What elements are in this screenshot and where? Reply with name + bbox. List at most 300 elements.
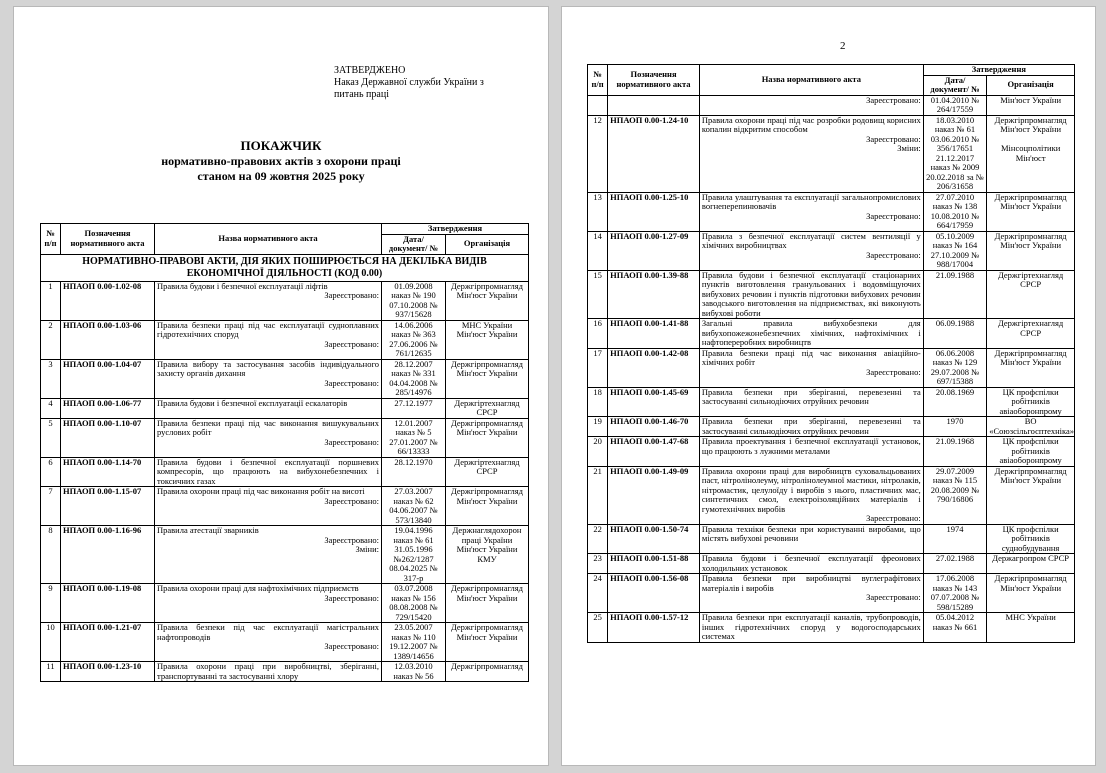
approval-org <box>446 662 529 682</box>
approval-date-value: 14.06.2006 наказ № 363 <box>391 320 436 339</box>
row-number: 19 <box>588 417 608 437</box>
registration-org: Мін'юст України <box>1000 475 1062 485</box>
approval-org-value: Держгірпромнагляд <box>450 622 523 632</box>
act-name-value: Правила техніки безпеки при користуванні виробами, що містять вибухові речовини <box>701 524 921 543</box>
header-code: Позначення нормативного акта <box>61 224 155 255</box>
registration-label: Зареєстровано: <box>324 534 379 545</box>
act-code: НПАОП 0.00-1.24-10 <box>608 115 700 192</box>
registration-org: Мін'юст України <box>1000 201 1062 211</box>
approval-date <box>382 487 446 526</box>
approval-org <box>987 387 1075 417</box>
approval-date-value: 27.12.1977 <box>394 398 433 408</box>
header-approval: Затвердження <box>923 65 1074 76</box>
act-name-value: Правила безпеки при зберіганні, перевезенні та застосуванні сильнодіючих отруйних речовин <box>701 387 921 406</box>
header-org: Організація <box>446 234 529 254</box>
approval-org-value: Держгірпромнагляд <box>994 573 1067 583</box>
acts-table-page-2 <box>587 64 1075 643</box>
act-name-value: Правила безпеки при виробництві вуглеграфітових матеріалів і виробів <box>701 573 921 593</box>
approval-date-value: 19.04.1996 наказ № 61 <box>393 525 434 545</box>
approval-date <box>923 613 987 643</box>
approval-org <box>987 613 1075 643</box>
approval-date-value: 21.09.1968 <box>935 436 975 446</box>
registration-org: Мін'юст України <box>1000 582 1062 593</box>
document-heading <box>14 138 548 184</box>
registration-date: 27.10.2009 № 988/17004 <box>930 249 980 269</box>
approval-org <box>987 437 1075 467</box>
act-code: НПАОП 0.00-1.23-10 <box>61 662 155 682</box>
acts-table-page-1 <box>40 223 529 682</box>
act-code: НПАОП 0.00-1.10-07 <box>61 418 155 457</box>
act-name <box>699 270 923 319</box>
approval-org <box>987 192 1075 231</box>
approval-stamp <box>334 65 524 101</box>
approval-org <box>987 348 1075 387</box>
registration-date: 04.04.2008 № 285/14976 <box>389 377 438 397</box>
approval-org-value: Держгірпромнагляд <box>450 281 523 291</box>
registration-org: Мін'юст України <box>456 329 518 339</box>
act-name-value: Правила охорони праці для нафтохімічних підприємств <box>157 583 359 593</box>
act-name-value: Правила будови і безпечної експлуатації стаціонарних пунктів виготовлення гранульованих і водовміщуючих вибухових речовин і пунктів підготовки вибухових речовин заводського виготовлення на підприємствах, які виконують вибухові роботи <box>701 270 921 318</box>
approval-date <box>923 554 987 574</box>
act-name <box>699 231 923 270</box>
document-subtitle-1: нормативно-правових актів з охорони праці <box>161 154 401 168</box>
approval-org <box>987 466 1075 524</box>
approval-org <box>446 320 529 359</box>
table-row <box>588 319 1075 349</box>
act-name <box>155 359 382 398</box>
row-number: 15 <box>588 270 608 319</box>
registration-label: Зареєстровано: <box>324 377 379 388</box>
registration-label: Зареєстровано: <box>324 592 379 603</box>
act-name <box>155 584 382 623</box>
act-code: НПАОП 0.00-1.27-09 <box>608 231 700 270</box>
table-row <box>41 359 529 398</box>
act-code: НПАОП 0.00-1.56-08 <box>608 574 700 613</box>
approval-date <box>923 387 987 417</box>
approval-line-2: питань праці <box>334 89 389 100</box>
approval-org <box>987 115 1075 192</box>
act-code: НПАОП 0.00-1.04-07 <box>61 359 155 398</box>
approval-date-value: 28.12.2007 наказ № 331 <box>391 359 436 378</box>
row-number: 22 <box>588 524 608 554</box>
approval-date <box>382 320 446 359</box>
approval-date-value: 12.01.2007 наказ № 5 <box>394 418 433 437</box>
approval-date <box>382 359 446 398</box>
row-number: 24 <box>588 574 608 613</box>
act-code: НПАОП 0.00-1.14-70 <box>61 457 155 487</box>
carryover-org: Мін'юст України <box>987 95 1075 115</box>
act-code: НПАОП 0.00-1.21-07 <box>61 623 155 662</box>
act-name <box>699 417 923 437</box>
header-code: Позначення нормативного акта <box>608 65 700 96</box>
approval-org <box>446 418 529 457</box>
approval-date-value: 27.03.2007 наказ № 62 <box>393 486 434 506</box>
registration-label: Зареєстровано: <box>324 495 379 506</box>
carryover-date: 01.04.2010 № 264/17559 <box>923 95 987 115</box>
registration-org: Мін'юст <box>1015 152 1046 163</box>
row-number: 12 <box>588 115 608 192</box>
approval-org-value: Держгіртехнагляд СРСР <box>997 318 1064 338</box>
table-row <box>588 270 1075 319</box>
registration-date: 20.02.2018 за № 206/31658 <box>926 171 984 191</box>
approval-date <box>923 319 987 349</box>
table-row <box>588 613 1075 643</box>
approval-org-value: Держгірпромнагляд Мін'юст України <box>994 115 1067 134</box>
act-name <box>699 574 923 613</box>
approval-date-value: 1974 <box>946 524 964 534</box>
approval-org-value: Держгіртехнагляд СРСР <box>454 457 520 476</box>
row-number: 2 <box>41 320 61 359</box>
table-row <box>41 398 529 418</box>
registration-org: Мін'юст України <box>456 368 518 378</box>
act-name-value: Загальні правила вибухобезпеки для вибухопожежонебезпечних хімічних, нафтохімічних і нафтопереробних виробництв <box>701 318 921 347</box>
document-title: ПОКАЖЧИК <box>240 138 322 153</box>
act-name <box>699 348 923 387</box>
document-page-2 <box>561 6 1096 766</box>
header-date: Дата/ документ/ № <box>923 75 987 95</box>
table-row <box>41 457 529 487</box>
registration-label: Зміни: <box>355 544 379 554</box>
approval-date-value: 06.06.2008 наказ № 129 <box>932 348 978 367</box>
registration-org: Мінсоцполітики <box>1000 143 1061 153</box>
approval-org-value: Держгірпромнагляд <box>994 348 1067 358</box>
registration-org: Мін'юст України <box>456 592 518 603</box>
act-name <box>699 524 923 554</box>
approval-org-value: Держнаглядохорон праці України <box>452 525 522 545</box>
act-name-value: Правила охорони праці при виробництві, зберіганні, транспортуванні та застосуванні хлору <box>157 661 379 681</box>
registration-label: Зареєстровано: <box>866 210 921 221</box>
approval-org <box>446 623 529 662</box>
act-name-value: Правила безпеки при експлуатації каналів, трубопроводів, інших гідротехнічних споруд у водогосподарських системах <box>701 612 921 641</box>
approval-org-value: Держгірпромнагляд <box>450 583 523 593</box>
approval-date-value: 12.03.2010 наказ № 56 <box>393 661 434 681</box>
act-name-value: Правила охорони праці під час розробки родовищ корисних копалин відкритим способом <box>701 115 921 134</box>
act-name <box>155 457 382 487</box>
table-row <box>588 437 1075 467</box>
act-name-value: Правила безпеки під час експлуатації магістральних нафтопроводів <box>157 622 379 642</box>
approval-date-value: 21.09.1988 <box>935 270 975 280</box>
registration-date: 27.06.2006 № 761/12635 <box>389 338 438 358</box>
approval-org-value: МНС України <box>461 320 513 330</box>
registration-org: Мін'юст України <box>1000 240 1062 250</box>
registration-org: Мін'юст України <box>1000 357 1062 367</box>
approval-date-value: 28.12.1970 <box>394 457 433 467</box>
approval-org-value: Держгірпромнагляд <box>994 466 1067 476</box>
approval-date <box>382 584 446 623</box>
approval-date <box>382 281 446 320</box>
approval-org <box>446 359 529 398</box>
act-code: НПАОП 0.00-1.16-96 <box>61 526 155 584</box>
row-number: 4 <box>41 398 61 418</box>
approval-org-value: ЦК профспілки робітників авіаоборонпрому <box>999 387 1062 416</box>
approval-line-1: Наказ Державної служби України з <box>334 77 484 88</box>
act-code: НПАОП 0.00-1.45-69 <box>608 387 700 417</box>
approval-date <box>382 418 446 457</box>
approval-org <box>987 270 1075 319</box>
approval-date-value: 01.09.2008 наказ № 190 <box>391 281 436 300</box>
act-name-value: Правила безпеки праці під час експлуатації судноплавних гідротехнічних споруд <box>157 320 379 339</box>
row-number: 20 <box>588 437 608 467</box>
act-code: НПАОП 0.00-1.47-68 <box>608 437 700 467</box>
approval-org <box>987 524 1075 554</box>
act-name-value: Правила безпеки праці під час виконання авіаційно-хімічних робіт <box>701 348 921 367</box>
approval-org <box>446 526 529 584</box>
act-name-value: Правила будови і безпечної експлуатації фреонових холодильних установок <box>701 553 921 573</box>
approval-date <box>923 231 987 270</box>
approval-date <box>923 192 987 231</box>
registration-date: 03.06.2010 № 356/17651 <box>930 133 980 153</box>
table-row <box>41 584 529 623</box>
registration-date: 08.04.2025 № 317-р <box>389 563 438 583</box>
registration-label <box>702 154 921 164</box>
approval-date <box>923 466 987 524</box>
approval-title: ЗАТВЕРДЖЕНО <box>334 65 406 76</box>
registration-label: Зареєстровано: <box>324 641 379 651</box>
registration-label: Зареєстровано: <box>866 249 921 260</box>
act-name <box>699 466 923 524</box>
approval-date <box>382 398 446 418</box>
approval-date-value: 06.09.1988 <box>935 318 975 328</box>
row-number: 7 <box>41 487 61 526</box>
act-name-value: Правила будови і безпечної експлуатації ескалаторів <box>157 398 348 408</box>
act-name-value: Правила вибору та застосування засобів індивідуального захисту органів дихання <box>157 359 379 378</box>
approval-date <box>923 437 987 467</box>
registration-org: КМУ <box>477 553 497 564</box>
approval-date-value: 03.07.2008 наказ № 156 <box>391 583 436 603</box>
approval-date-value: 1970 <box>946 416 964 426</box>
registration-label: Зміни: <box>897 143 921 153</box>
act-name-value: Правила будови і безпечної експлуатації ліфтів <box>157 281 328 291</box>
registration-org: Мін'юст України <box>456 427 518 437</box>
registration-label: Зареєстровано: <box>866 592 921 602</box>
table-row <box>588 417 1075 437</box>
approval-date <box>382 526 446 584</box>
section-title: НОРМАТИВНО-ПРАВОВІ АКТИ, ДІЯ ЯКИХ ПОШИРЮЄТЬСЯ НА ДЕКІЛЬКА ВИДІВ ЕКОНОМІЧНОЇ ДІЯЛЬНОСТІ (КОД 0.00) <box>41 254 529 281</box>
act-code: НПАОП 0.00-1.19-08 <box>61 584 155 623</box>
approval-date-value: 05.10.2009 наказ № 164 <box>932 231 978 250</box>
approval-date <box>923 574 987 613</box>
approval-org-value: Держгірпромнагляд <box>450 661 523 671</box>
registration-date: 20.08.2009 № 790/16806 <box>930 484 980 504</box>
registration-date: 19.12.2007 № 1389/14656 <box>389 641 438 661</box>
document-subtitle-2: станом на 09 жовтня 2025 року <box>197 169 365 183</box>
act-code: НПАОП 0.00-1.15-07 <box>61 487 155 526</box>
header-org: Організація <box>987 75 1075 95</box>
approval-date <box>382 457 446 487</box>
approval-date-value: 18.03.2010 наказ № 61 <box>934 115 976 134</box>
row-number: 5 <box>41 418 61 457</box>
registration-label: Зареєстровано: <box>324 338 379 349</box>
row-number: 9 <box>41 584 61 623</box>
row-number: 16 <box>588 319 608 349</box>
approval-date-value: 27.02.1988 <box>935 553 975 563</box>
table-row <box>41 281 529 320</box>
approval-org <box>987 319 1075 349</box>
registration-label: Зареєстровано: <box>866 366 921 377</box>
registration-date: 29.07.2008 № 697/15388 <box>930 366 980 386</box>
act-name <box>699 192 923 231</box>
act-name <box>155 418 382 457</box>
approval-date <box>382 662 446 682</box>
registration-date: 04.06.2007 № 573/13840 <box>389 505 438 525</box>
act-name-value: Правила безпеки праці під час виконання вишукувальних руслових робіт <box>157 418 379 437</box>
registration-date: 10.08.2010 № 664/17959 <box>930 210 980 230</box>
approval-org <box>987 574 1075 613</box>
act-code: НПАОП 0.00-1.02-08 <box>61 281 155 320</box>
approval-org <box>446 281 529 320</box>
approval-date <box>923 348 987 387</box>
row-number: 21 <box>588 466 608 524</box>
act-name-value: Правила безпеки при зберіганні, перевезенні та застосуванні сильнодіючих отруйних речовин <box>701 416 921 436</box>
approval-org <box>446 398 529 418</box>
act-code: НПАОП 0.00-1.06-77 <box>61 398 155 418</box>
table-row <box>588 192 1075 231</box>
table-row <box>41 320 529 359</box>
table-row <box>588 524 1075 554</box>
page-number: 2 <box>840 40 846 52</box>
table-row <box>41 487 529 526</box>
act-code: НПАОП 0.00-1.49-09 <box>608 466 700 524</box>
approval-date-value: 17.06.2008 наказ № 143 <box>932 573 978 593</box>
act-name <box>699 319 923 349</box>
table-row-carryover <box>588 95 1075 115</box>
act-name <box>155 398 382 418</box>
table-row <box>588 387 1075 417</box>
act-code: НПАОП 0.00-1.42-08 <box>608 348 700 387</box>
header-date: Дата/ документ/ № <box>382 234 446 254</box>
registration-label: Зареєстровано: <box>866 133 921 144</box>
row-number: 11 <box>41 662 61 682</box>
row-number: 8 <box>41 526 61 584</box>
act-name-value: Правила охорони праці під час виконання робіт на висоті <box>157 486 365 496</box>
table-row <box>588 231 1075 270</box>
approval-org <box>446 487 529 526</box>
approval-org-value: Держгірпромнагляд <box>450 418 523 428</box>
registration-date: 27.01.2007 № 66/13333 <box>389 436 438 456</box>
approval-org <box>987 554 1075 574</box>
approval-org-value: Держагропром СРСР <box>992 553 1070 563</box>
act-code: НПАОП 0.00-1.51-88 <box>608 554 700 574</box>
approval-org-value: ЦК профспілки робітників суднобудування <box>1001 524 1060 553</box>
registration-label: Зареєстровано: <box>866 513 921 523</box>
act-code: НПАОП 0.00-1.25-10 <box>608 192 700 231</box>
table-row <box>588 554 1075 574</box>
registration-label: Зареєстровано: <box>324 436 379 447</box>
registration-date: 07.07.2008 № 598/15289 <box>930 592 980 612</box>
header-name: Назва нормативного акта <box>155 224 382 255</box>
act-name <box>155 281 382 320</box>
table-row <box>41 623 529 662</box>
act-name <box>155 662 382 682</box>
approval-date <box>923 524 987 554</box>
row-number: 14 <box>588 231 608 270</box>
approval-date-value: 20.08.1969 <box>935 387 975 397</box>
approval-date-value: 23.05.2007 наказ № 110 <box>391 622 436 642</box>
approval-date <box>923 115 987 192</box>
approval-date-value: 29.07.2009 наказ № 115 <box>932 466 978 485</box>
approval-org-value: Держгіртехнагляд СРСР <box>454 398 520 417</box>
approval-org <box>446 457 529 487</box>
approval-org <box>987 417 1075 437</box>
table-row <box>588 574 1075 613</box>
row-number: 6 <box>41 457 61 487</box>
registration-date: 08.08.2008 № 729/15420 <box>389 602 438 622</box>
act-name <box>699 387 923 417</box>
row-number: 17 <box>588 348 608 387</box>
registration-org: Мін'юст України <box>456 631 518 642</box>
approval-org-value: Держгірпромнагляд <box>994 231 1067 241</box>
act-code: НПАОП 0.00-1.39-88 <box>608 270 700 319</box>
registration-org: Мін'юст України <box>456 290 518 300</box>
row-number: 3 <box>41 359 61 398</box>
act-code: НПАОП 0.00-1.46-70 <box>608 417 700 437</box>
approval-org-value: Держгіртехнагляд СРСР <box>997 270 1064 289</box>
act-code: НПАОП 0.00-1.03-06 <box>61 320 155 359</box>
registration-date: 07.10.2008 № 937/15628 <box>389 299 438 319</box>
act-name-value: Правила атестації зварників <box>157 525 259 535</box>
act-name-value: Правила будови і безпечної експлуатації поршневих компресорів, що працюють на вибухонебезпечних і токсичних газах <box>157 457 379 486</box>
act-name <box>699 554 923 574</box>
row-number: 18 <box>588 387 608 417</box>
header-num: № п/п <box>41 224 61 255</box>
approval-date <box>923 417 987 437</box>
table-row <box>41 526 529 584</box>
approval-date <box>382 623 446 662</box>
table-row <box>588 466 1075 524</box>
act-code: НПАОП 0.00-1.57-12 <box>608 613 700 643</box>
registration-org: Мін'юст України <box>456 544 518 554</box>
act-name <box>699 613 923 643</box>
registration-date: 21.12.2017 наказ № 2009 <box>930 152 980 172</box>
table-row <box>41 418 529 457</box>
row-number: 1 <box>41 281 61 320</box>
act-name <box>699 115 923 192</box>
act-name <box>699 437 923 467</box>
header-num: № п/п <box>588 65 608 96</box>
act-code: НПАОП 0.00-1.41-88 <box>608 319 700 349</box>
act-name <box>155 526 382 584</box>
approval-date <box>923 270 987 319</box>
row-number: 13 <box>588 192 608 231</box>
act-name-value: Правила проектування і безпечної експлуатації установок, що працюють з лужними металами <box>701 436 921 456</box>
table-row <box>588 115 1075 192</box>
header-name: Назва нормативного акта <box>699 65 923 96</box>
registration-label: Зареєстровано: <box>324 290 379 300</box>
act-code: НПАОП 0.00-1.50-74 <box>608 524 700 554</box>
registration-org: Мін'юст України <box>456 495 518 506</box>
approval-org-value: Держгірпромнагляд <box>450 359 523 369</box>
approval-org-value: Держгірпромнагляд <box>450 486 523 496</box>
registration-date: 31.05.1996 №262/1287 <box>393 544 434 564</box>
approval-date-value: 05.04.2012 наказ № 661 <box>932 612 978 632</box>
row-number: 25 <box>588 613 608 643</box>
act-name-value: Правила з безпечної експлуатації систем вентиляції у хімічних виробництвах <box>701 231 921 250</box>
approval-org-value: МНС України <box>1005 612 1056 622</box>
approval-org <box>446 584 529 623</box>
act-name-value: Правила улаштування та експлуатації загальнопромислових вогнеперепинювачів <box>701 192 921 211</box>
act-name <box>155 487 382 526</box>
table-row <box>588 348 1075 387</box>
row-number: 23 <box>588 554 608 574</box>
approval-org-value: ЦК профспілки робітників авіаоборонпрому <box>999 436 1062 465</box>
carryover-label: Зареєстровано: <box>699 95 923 115</box>
table-row <box>41 662 529 682</box>
act-name-value: Правила охорони праці для виробництв суховальцьованих паст, нітролінолеуму, нітролінолеумної мастики, нітролаків, нітромастик, целулоїду і виробів з нього, пластичних мас, синтетичних смол, електроізоляційних матеріалів і гумотехнічних виробів <box>701 466 921 514</box>
act-name <box>155 320 382 359</box>
header-approval: Затвердження <box>382 224 529 235</box>
document-page-1 <box>13 6 549 766</box>
approval-org-value: Держгірпромнагляд <box>994 192 1067 202</box>
